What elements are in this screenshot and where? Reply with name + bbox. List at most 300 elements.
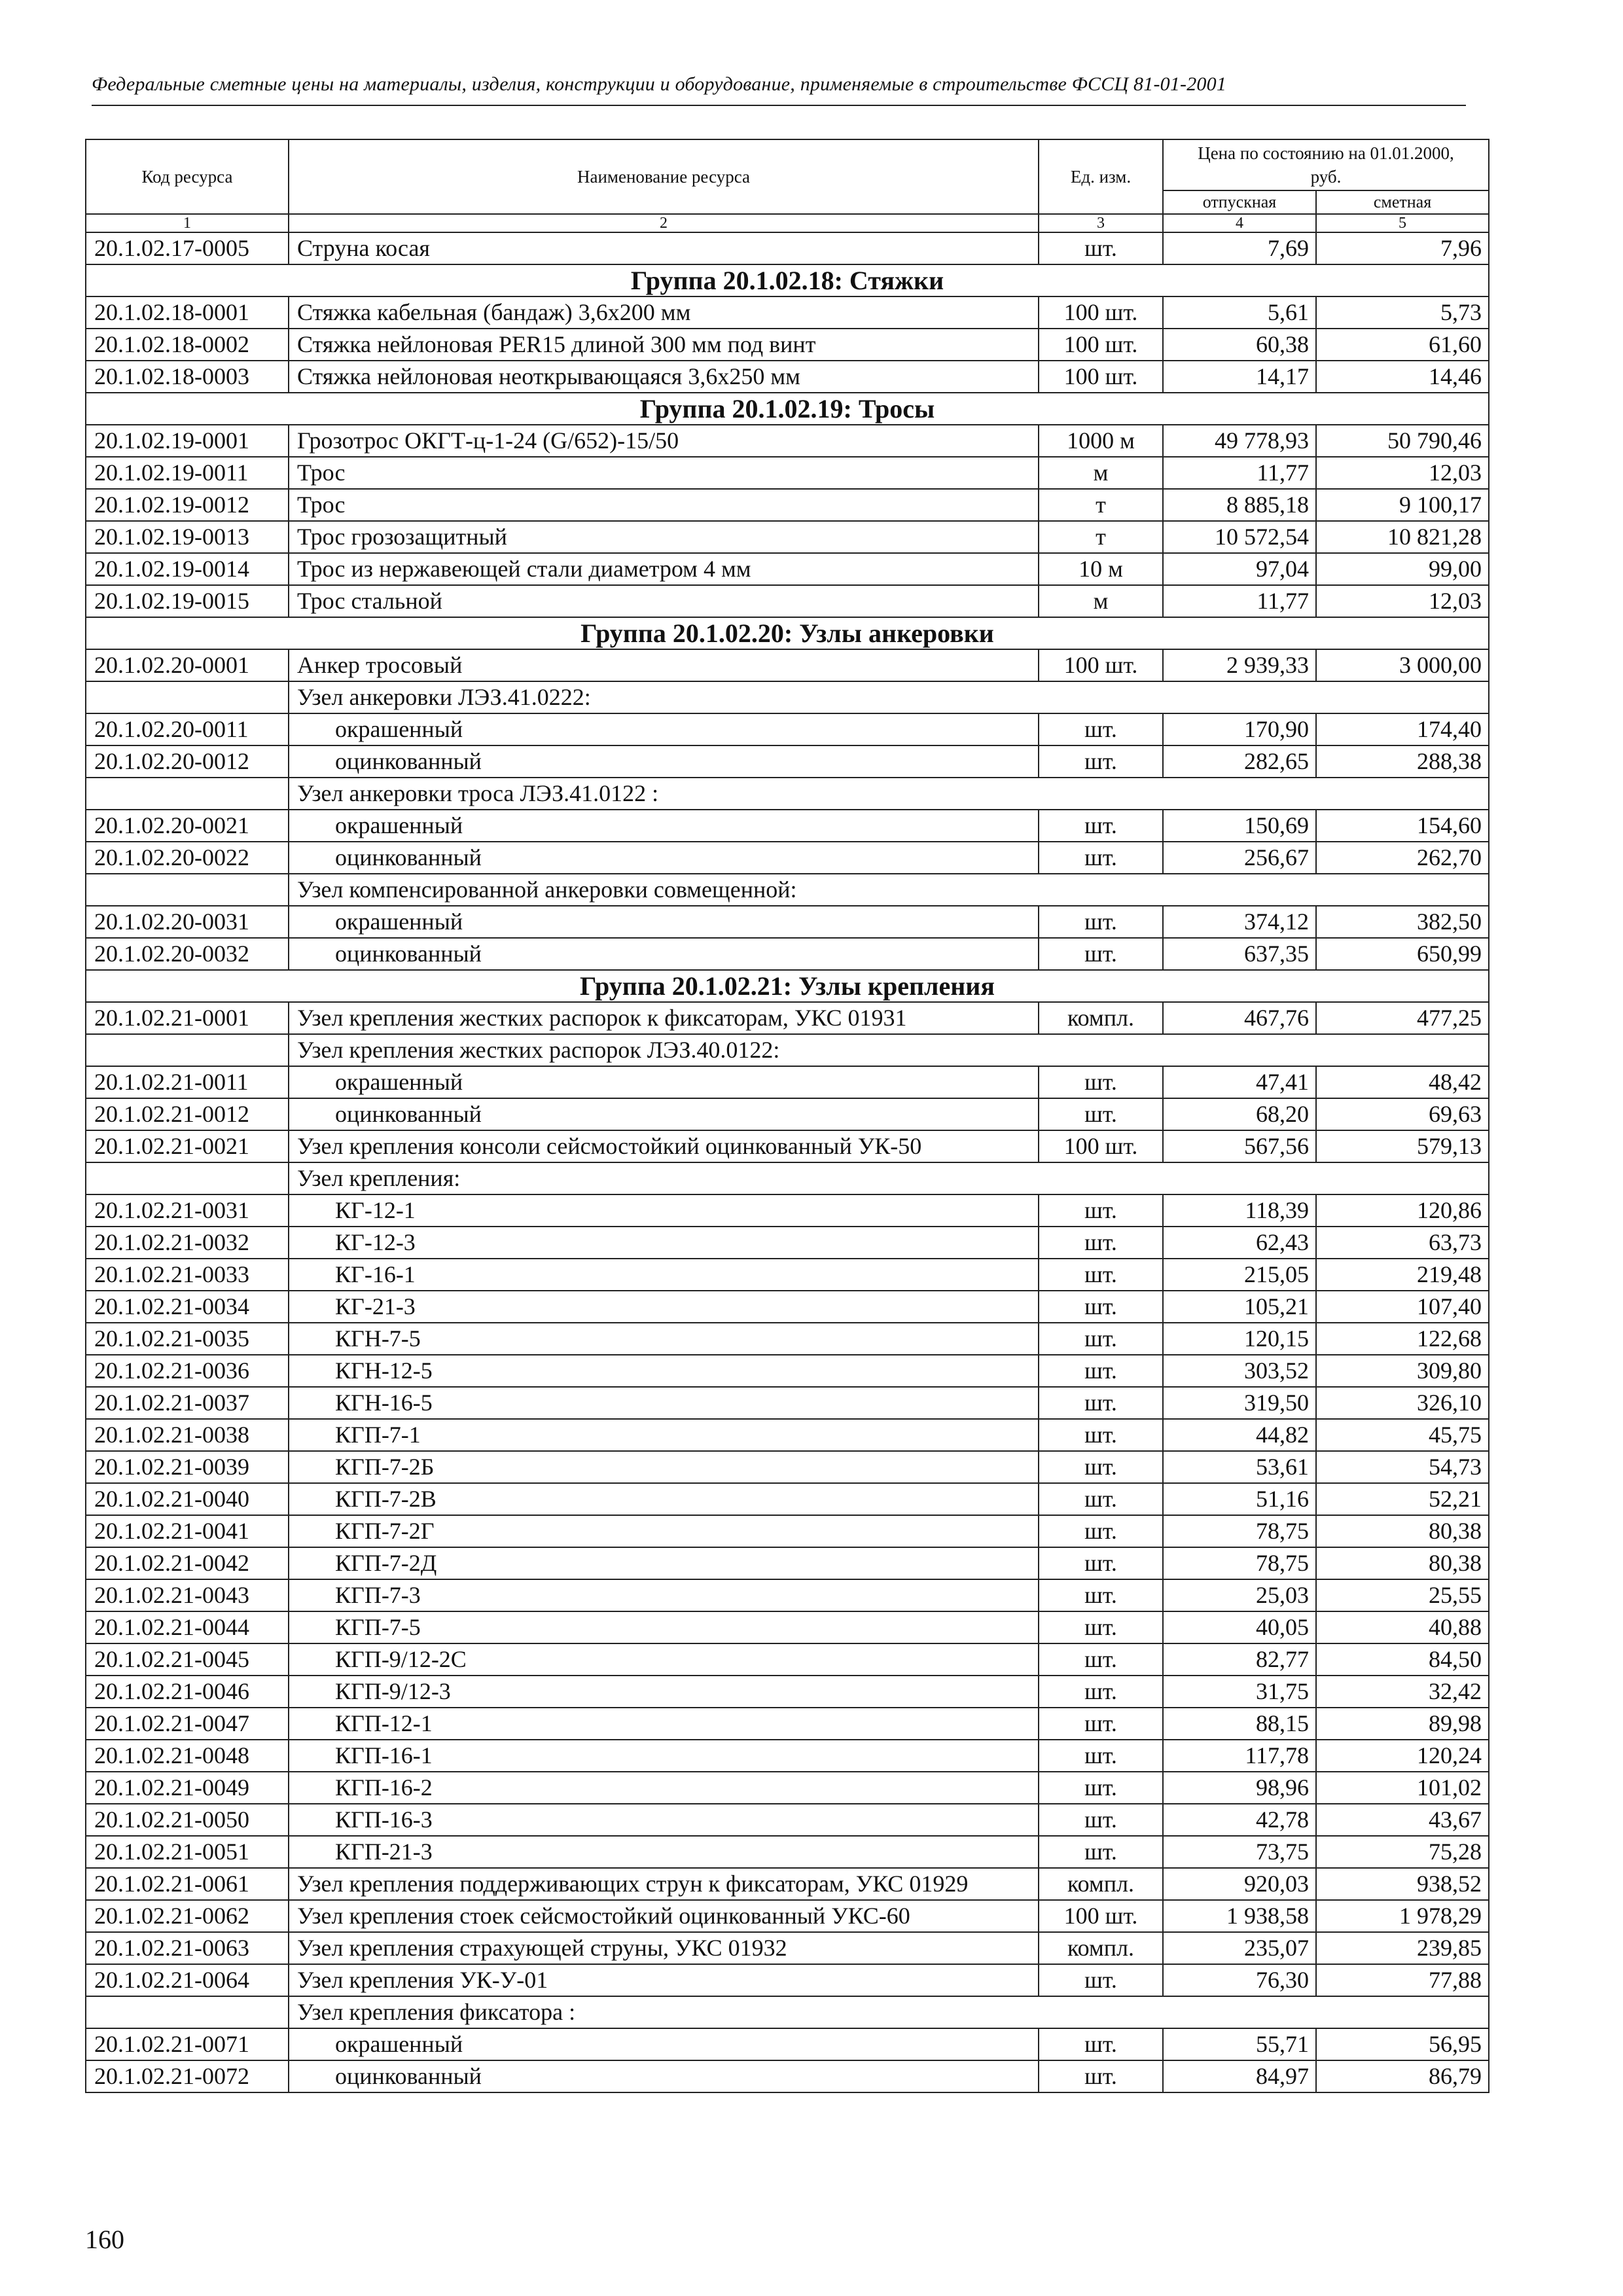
resource-code-empty <box>86 1162 289 1194</box>
unit-of-measure: шт. <box>1039 1259 1163 1291</box>
estimate-price: 326,10 <box>1316 1387 1489 1419</box>
resource-name: КГ-12-1 <box>289 1194 1039 1227</box>
release-price: 47,41 <box>1163 1066 1316 1098</box>
table-row <box>86 1259 1489 1291</box>
unit-of-measure: шт. <box>1039 906 1163 938</box>
estimate-price: 80,38 <box>1316 1547 1489 1579</box>
resource-code: 20.1.02.21-0048 <box>86 1740 289 1772</box>
table-row <box>86 1932 1489 1964</box>
unit-of-measure: шт. <box>1039 1355 1163 1387</box>
resource-code: 20.1.02.21-0001 <box>86 1002 289 1034</box>
column-number: 1 <box>86 214 289 232</box>
release-price: 1 938,58 <box>1163 1900 1316 1932</box>
resource-code: 20.1.02.21-0071 <box>86 2028 289 2060</box>
unit-of-measure: шт. <box>1039 1515 1163 1547</box>
unit-of-measure: 100 шт. <box>1039 1900 1163 1932</box>
group-heading-row <box>86 393 1489 425</box>
column-number: 5 <box>1316 214 1489 232</box>
release-price: 637,35 <box>1163 938 1316 970</box>
unit-of-measure: шт. <box>1039 1291 1163 1323</box>
resource-code: 20.1.02.19-0001 <box>86 425 289 457</box>
estimate-price: 89,98 <box>1316 1708 1489 1740</box>
release-price: 25,03 <box>1163 1579 1316 1611</box>
release-price: 44,82 <box>1163 1419 1316 1451</box>
unit-of-measure: шт. <box>1039 2028 1163 2060</box>
resource-name: КГН-12-5 <box>289 1355 1039 1387</box>
resource-name: КГП-16-1 <box>289 1740 1039 1772</box>
estimate-price: 10 821,28 <box>1316 521 1489 553</box>
unit-of-measure: т <box>1039 489 1163 521</box>
table-row <box>86 1419 1489 1451</box>
release-price: 374,12 <box>1163 906 1316 938</box>
estimate-price: 120,24 <box>1316 1740 1489 1772</box>
release-price: 303,52 <box>1163 1355 1316 1387</box>
estimate-price: 52,21 <box>1316 1483 1489 1515</box>
header-release-price: отпускная <box>1163 190 1316 214</box>
group-title: Группа 20.1.02.20: Узлы анкеровки <box>86 617 1489 649</box>
resource-code: 20.1.02.19-0015 <box>86 585 289 617</box>
resource-code: 20.1.02.20-0022 <box>86 842 289 874</box>
estimate-price: 86,79 <box>1316 2060 1489 2092</box>
resource-code-empty <box>86 778 289 810</box>
resource-code: 20.1.02.18-0001 <box>86 296 289 329</box>
table-row <box>86 1740 1489 1772</box>
unit-of-measure: шт. <box>1039 810 1163 842</box>
release-price: 14,17 <box>1163 361 1316 393</box>
resource-name: окрашенный <box>289 1066 1039 1098</box>
estimate-price: 50 790,46 <box>1316 425 1489 457</box>
resource-name: КГП-7-2В <box>289 1483 1039 1515</box>
resource-code-empty <box>86 681 289 713</box>
unit-of-measure: 100 шт. <box>1039 1130 1163 1162</box>
resource-code: 20.1.02.21-0034 <box>86 1291 289 1323</box>
subgroup-caption: Узел анкеровки ЛЭЗ.41.0222: <box>289 681 1489 713</box>
estimate-price: 43,67 <box>1316 1804 1489 1836</box>
resource-name: Трос стальной <box>289 585 1039 617</box>
release-price: 235,07 <box>1163 1932 1316 1964</box>
group-title: Группа 20.1.02.19: Тросы <box>86 393 1489 425</box>
release-price: 40,05 <box>1163 1611 1316 1643</box>
unit-of-measure: шт. <box>1039 1964 1163 1996</box>
subgroup-caption-row <box>86 874 1489 906</box>
resource-code: 20.1.02.20-0031 <box>86 906 289 938</box>
estimate-price: 99,00 <box>1316 553 1489 585</box>
resource-name: окрашенный <box>289 2028 1039 2060</box>
resource-name: Узел крепления страхующей струны, УКС 01932 <box>289 1932 1039 1964</box>
resource-name: Стяжка нейлоновая PER15 длиной 300 мм под винт <box>289 329 1039 361</box>
unit-of-measure: шт. <box>1039 1836 1163 1868</box>
estimate-price: 7,96 <box>1316 232 1489 264</box>
estimate-price: 40,88 <box>1316 1611 1489 1643</box>
resource-code: 20.1.02.21-0021 <box>86 1130 289 1162</box>
resource-code: 20.1.02.21-0050 <box>86 1804 289 1836</box>
release-price: 319,50 <box>1163 1387 1316 1419</box>
release-price: 117,78 <box>1163 1740 1316 1772</box>
unit-of-measure: 100 шт. <box>1039 296 1163 329</box>
estimate-price: 32,42 <box>1316 1676 1489 1708</box>
unit-of-measure: шт. <box>1039 1483 1163 1515</box>
resource-code: 20.1.02.21-0038 <box>86 1419 289 1451</box>
release-price: 88,15 <box>1163 1708 1316 1740</box>
table-row <box>86 1291 1489 1323</box>
table-row <box>86 361 1489 393</box>
estimate-price: 75,28 <box>1316 1836 1489 1868</box>
unit-of-measure: шт. <box>1039 1708 1163 1740</box>
unit-of-measure: шт. <box>1039 1643 1163 1676</box>
table-row <box>86 2060 1489 2092</box>
table-row <box>86 1002 1489 1034</box>
resource-name: Струна косая <box>289 232 1039 264</box>
table-row <box>86 329 1489 361</box>
release-price: 8 885,18 <box>1163 489 1316 521</box>
release-price: 920,03 <box>1163 1868 1316 1900</box>
estimate-price: 5,73 <box>1316 296 1489 329</box>
estimate-price: 579,13 <box>1316 1130 1489 1162</box>
resource-code: 20.1.02.21-0049 <box>86 1772 289 1804</box>
estimate-price: 54,73 <box>1316 1451 1489 1483</box>
unit-of-measure: шт. <box>1039 2060 1163 2092</box>
table-row <box>86 296 1489 329</box>
estimate-price: 262,70 <box>1316 842 1489 874</box>
subgroup-caption-row <box>86 1996 1489 2028</box>
table-row <box>86 1515 1489 1547</box>
group-heading-row <box>86 617 1489 649</box>
release-price: 256,67 <box>1163 842 1316 874</box>
table-row <box>86 1323 1489 1355</box>
estimate-price: 61,60 <box>1316 329 1489 361</box>
resource-name: КГН-16-5 <box>289 1387 1039 1419</box>
unit-of-measure: шт. <box>1039 1740 1163 1772</box>
estimate-price: 14,46 <box>1316 361 1489 393</box>
header-unit: Ед. изм. <box>1039 139 1163 214</box>
table-row <box>86 489 1489 521</box>
release-price: 97,04 <box>1163 553 1316 585</box>
resource-code: 20.1.02.21-0044 <box>86 1611 289 1643</box>
table-body <box>86 232 1489 2092</box>
estimate-price: 63,73 <box>1316 1227 1489 1259</box>
resource-name: оцинкованный <box>289 842 1039 874</box>
unit-of-measure: шт. <box>1039 842 1163 874</box>
resource-code: 20.1.02.19-0011 <box>86 457 289 489</box>
release-price: 7,69 <box>1163 232 1316 264</box>
resource-name: оцинкованный <box>289 1098 1039 1130</box>
resource-code: 20.1.02.21-0045 <box>86 1643 289 1676</box>
resource-code: 20.1.02.20-0021 <box>86 810 289 842</box>
table-row <box>86 1355 1489 1387</box>
estimate-price: 239,85 <box>1316 1932 1489 1964</box>
resource-name: Трос грозозащитный <box>289 521 1039 553</box>
resource-code: 20.1.02.20-0012 <box>86 745 289 778</box>
resource-name: окрашенный <box>289 810 1039 842</box>
release-price: 467,76 <box>1163 1002 1316 1034</box>
unit-of-measure: компл. <box>1039 1868 1163 1900</box>
column-number: 3 <box>1039 214 1163 232</box>
unit-of-measure: шт. <box>1039 232 1163 264</box>
release-price: 82,77 <box>1163 1643 1316 1676</box>
resource-code: 20.1.02.20-0011 <box>86 713 289 745</box>
resource-name: Узел крепления консоли сейсмостойкий оцинкованный УК-50 <box>289 1130 1039 1162</box>
resource-name: Стяжка кабельная (бандаж) 3,6х200 мм <box>289 296 1039 329</box>
table-row <box>86 1098 1489 1130</box>
resource-name: оцинкованный <box>289 938 1039 970</box>
resource-name: КГП-7-2Г <box>289 1515 1039 1547</box>
column-number: 2 <box>289 214 1039 232</box>
resource-name: окрашенный <box>289 906 1039 938</box>
resource-name: КГП-9/12-3 <box>289 1676 1039 1708</box>
group-heading-row <box>86 264 1489 296</box>
resource-name: КГН-7-5 <box>289 1323 1039 1355</box>
unit-of-measure: шт. <box>1039 1804 1163 1836</box>
resource-code: 20.1.02.18-0002 <box>86 329 289 361</box>
unit-of-measure: шт. <box>1039 713 1163 745</box>
table-row <box>86 842 1489 874</box>
resource-code: 20.1.02.21-0036 <box>86 1355 289 1387</box>
estimate-price: 9 100,17 <box>1316 489 1489 521</box>
release-price: 120,15 <box>1163 1323 1316 1355</box>
resource-name: Грозотрос ОКГТ-ц-1-24 (G/652)-15/50 <box>289 425 1039 457</box>
resource-code: 20.1.02.21-0062 <box>86 1900 289 1932</box>
release-price: 11,77 <box>1163 585 1316 617</box>
table-row <box>86 585 1489 617</box>
estimate-price: 174,40 <box>1316 713 1489 745</box>
estimate-price: 3 000,00 <box>1316 649 1489 681</box>
resource-name: Узел крепления жестких распорок к фиксаторам, УКС 01931 <box>289 1002 1039 1034</box>
resource-name: оцинкованный <box>289 745 1039 778</box>
subgroup-caption-row <box>86 1162 1489 1194</box>
table-row <box>86 1964 1489 1996</box>
resource-code: 20.1.02.21-0072 <box>86 2060 289 2092</box>
resource-code: 20.1.02.21-0031 <box>86 1194 289 1227</box>
release-price: 78,75 <box>1163 1547 1316 1579</box>
estimate-price: 101,02 <box>1316 1772 1489 1804</box>
resource-name: Узел крепления поддерживающих струн к фиксаторам, УКС 01929 <box>289 1868 1039 1900</box>
header-price: Цена по состоянию на 01.01.2000, руб. <box>1163 139 1489 190</box>
estimate-price: 122,68 <box>1316 1323 1489 1355</box>
release-price: 76,30 <box>1163 1964 1316 1996</box>
release-price: 170,90 <box>1163 713 1316 745</box>
release-price: 31,75 <box>1163 1676 1316 1708</box>
resource-code: 20.1.02.17-0005 <box>86 232 289 264</box>
resource-name: КГП-7-1 <box>289 1419 1039 1451</box>
estimate-price: 938,52 <box>1316 1868 1489 1900</box>
release-price: 2 939,33 <box>1163 649 1316 681</box>
table-row <box>86 1547 1489 1579</box>
resource-name: КГ-21-3 <box>289 1291 1039 1323</box>
estimate-price: 45,75 <box>1316 1419 1489 1451</box>
resource-name: окрашенный <box>289 713 1039 745</box>
table-row <box>86 553 1489 585</box>
resource-name: КГП-21-3 <box>289 1836 1039 1868</box>
subgroup-caption-row <box>86 778 1489 810</box>
resource-name: КГП-12-1 <box>289 1708 1039 1740</box>
estimate-price: 120,86 <box>1316 1194 1489 1227</box>
resource-name: КГП-16-3 <box>289 1804 1039 1836</box>
unit-of-measure: шт. <box>1039 1611 1163 1643</box>
page-number: 160 <box>85 2225 124 2254</box>
table-row <box>86 1227 1489 1259</box>
unit-of-measure: шт. <box>1039 1676 1163 1708</box>
resource-name: Стяжка нейлоновая неоткрывающаяся 3,6х250 мм <box>289 361 1039 393</box>
unit-of-measure: м <box>1039 585 1163 617</box>
resource-code: 20.1.02.21-0047 <box>86 1708 289 1740</box>
release-price: 68,20 <box>1163 1098 1316 1130</box>
subgroup-caption: Узел крепления: <box>289 1162 1489 1194</box>
table-row <box>86 521 1489 553</box>
unit-of-measure: шт. <box>1039 1579 1163 1611</box>
unit-of-measure: шт. <box>1039 1227 1163 1259</box>
estimate-price: 154,60 <box>1316 810 1489 842</box>
unit-of-measure: шт. <box>1039 1387 1163 1419</box>
resource-code: 20.1.02.19-0014 <box>86 553 289 585</box>
resource-code: 20.1.02.21-0051 <box>86 1836 289 1868</box>
release-price: 78,75 <box>1163 1515 1316 1547</box>
resource-code: 20.1.02.21-0064 <box>86 1964 289 1996</box>
resource-code: 20.1.02.18-0003 <box>86 361 289 393</box>
resource-code: 20.1.02.19-0012 <box>86 489 289 521</box>
unit-of-measure: шт. <box>1039 1419 1163 1451</box>
group-heading-row <box>86 970 1489 1002</box>
release-price: 49 778,93 <box>1163 425 1316 457</box>
unit-of-measure: 1000 м <box>1039 425 1163 457</box>
running-header: Федеральные сметные цены на материалы, изделия, конструкции и оборудование, применяемые в строительстве ФССЦ 81-01-2001 <box>92 73 1227 95</box>
unit-of-measure: 100 шт. <box>1039 649 1163 681</box>
table-row <box>86 1836 1489 1868</box>
resource-name: Трос из нержавеющей стали диаметром 4 мм <box>289 553 1039 585</box>
table-row <box>86 1387 1489 1419</box>
estimate-price: 69,63 <box>1316 1098 1489 1130</box>
group-title: Группа 20.1.02.21: Узлы крепления <box>86 970 1489 1002</box>
price-table <box>85 139 1489 2093</box>
resource-name: КГП-7-2Д <box>289 1547 1039 1579</box>
resource-name: Анкер тросовый <box>289 649 1039 681</box>
estimate-price: 56,95 <box>1316 2028 1489 2060</box>
resource-name: Узел крепления УК-У-01 <box>289 1964 1039 1996</box>
resource-code: 20.1.02.21-0011 <box>86 1066 289 1098</box>
unit-of-measure: 100 шт. <box>1039 329 1163 361</box>
table-row <box>86 1611 1489 1643</box>
header-rule <box>92 105 1466 106</box>
release-price: 62,43 <box>1163 1227 1316 1259</box>
resource-name: КГП-9/12-2С <box>289 1643 1039 1676</box>
estimate-price: 107,40 <box>1316 1291 1489 1323</box>
table-row <box>86 1676 1489 1708</box>
subgroup-caption: Узел компенсированной анкеровки совмещенной: <box>289 874 1489 906</box>
table-row <box>86 2028 1489 2060</box>
subgroup-caption: Узел анкеровки троса ЛЭЗ.41.0122 : <box>289 778 1489 810</box>
header-estimate-price: сметная <box>1316 190 1489 214</box>
column-numbers-row <box>86 214 1489 232</box>
resource-name: КГ-12-3 <box>289 1227 1039 1259</box>
resource-code-empty <box>86 1996 289 2028</box>
table-row <box>86 745 1489 778</box>
table-row <box>86 906 1489 938</box>
estimate-price: 650,99 <box>1316 938 1489 970</box>
table-row <box>86 1579 1489 1611</box>
estimate-price: 84,50 <box>1316 1643 1489 1676</box>
unit-of-measure: компл. <box>1039 1932 1163 1964</box>
subgroup-caption-row <box>86 1034 1489 1066</box>
resource-code: 20.1.02.21-0043 <box>86 1579 289 1611</box>
resource-code: 20.1.02.21-0035 <box>86 1323 289 1355</box>
release-price: 282,65 <box>1163 745 1316 778</box>
table-row <box>86 1483 1489 1515</box>
resource-code: 20.1.02.21-0063 <box>86 1932 289 1964</box>
subgroup-caption: Узел крепления жестких распорок ЛЭЗ.40.0122: <box>289 1034 1489 1066</box>
unit-of-measure: шт. <box>1039 1194 1163 1227</box>
unit-of-measure: шт. <box>1039 1547 1163 1579</box>
resource-code: 20.1.02.21-0061 <box>86 1868 289 1900</box>
release-price: 73,75 <box>1163 1836 1316 1868</box>
resource-code: 20.1.02.21-0039 <box>86 1451 289 1483</box>
resource-name: КГП-16-2 <box>289 1772 1039 1804</box>
table-row <box>86 457 1489 489</box>
release-price: 118,39 <box>1163 1194 1316 1227</box>
unit-of-measure: шт. <box>1039 1323 1163 1355</box>
estimate-price: 382,50 <box>1316 906 1489 938</box>
unit-of-measure: компл. <box>1039 1002 1163 1034</box>
resource-code: 20.1.02.21-0033 <box>86 1259 289 1291</box>
resource-code: 20.1.02.21-0046 <box>86 1676 289 1708</box>
header-code: Код ресурса <box>86 139 289 214</box>
resource-name: КГ-16-1 <box>289 1259 1039 1291</box>
release-price: 60,38 <box>1163 329 1316 361</box>
table-row <box>86 1130 1489 1162</box>
table-row <box>86 649 1489 681</box>
unit-of-measure: шт. <box>1039 1066 1163 1098</box>
estimate-price: 1 978,29 <box>1316 1900 1489 1932</box>
release-price: 105,21 <box>1163 1291 1316 1323</box>
table-row <box>86 232 1489 264</box>
estimate-price: 288,38 <box>1316 745 1489 778</box>
release-price: 55,71 <box>1163 2028 1316 2060</box>
resource-code-empty <box>86 874 289 906</box>
resource-code: 20.1.02.21-0041 <box>86 1515 289 1547</box>
group-title: Группа 20.1.02.18: Стяжки <box>86 264 1489 296</box>
resource-code: 20.1.02.21-0012 <box>86 1098 289 1130</box>
unit-of-measure: шт. <box>1039 1772 1163 1804</box>
release-price: 5,61 <box>1163 296 1316 329</box>
subgroup-caption-row <box>86 681 1489 713</box>
table-row <box>86 713 1489 745</box>
table-row <box>86 1804 1489 1836</box>
release-price: 84,97 <box>1163 2060 1316 2092</box>
resource-code-empty <box>86 1034 289 1066</box>
subgroup-caption: Узел крепления фиксатора : <box>289 1996 1489 2028</box>
release-price: 150,69 <box>1163 810 1316 842</box>
table-row <box>86 1868 1489 1900</box>
resource-name: оцинкованный <box>289 2060 1039 2092</box>
unit-of-measure: шт. <box>1039 1098 1163 1130</box>
resource-name: Трос <box>289 457 1039 489</box>
estimate-price: 77,88 <box>1316 1964 1489 1996</box>
release-price: 567,56 <box>1163 1130 1316 1162</box>
unit-of-measure: шт. <box>1039 1451 1163 1483</box>
header-name: Наименование ресурса <box>289 139 1039 214</box>
resource-code: 20.1.02.21-0032 <box>86 1227 289 1259</box>
unit-of-measure: шт. <box>1039 745 1163 778</box>
table-row <box>86 1643 1489 1676</box>
table-row <box>86 938 1489 970</box>
resource-code: 20.1.02.21-0037 <box>86 1387 289 1419</box>
release-price: 10 572,54 <box>1163 521 1316 553</box>
resource-code: 20.1.02.21-0040 <box>86 1483 289 1515</box>
resource-name: КГП-7-5 <box>289 1611 1039 1643</box>
table-row <box>86 425 1489 457</box>
estimate-price: 48,42 <box>1316 1066 1489 1098</box>
unit-of-measure: шт. <box>1039 938 1163 970</box>
resource-code: 20.1.02.19-0013 <box>86 521 289 553</box>
resource-name: Трос <box>289 489 1039 521</box>
